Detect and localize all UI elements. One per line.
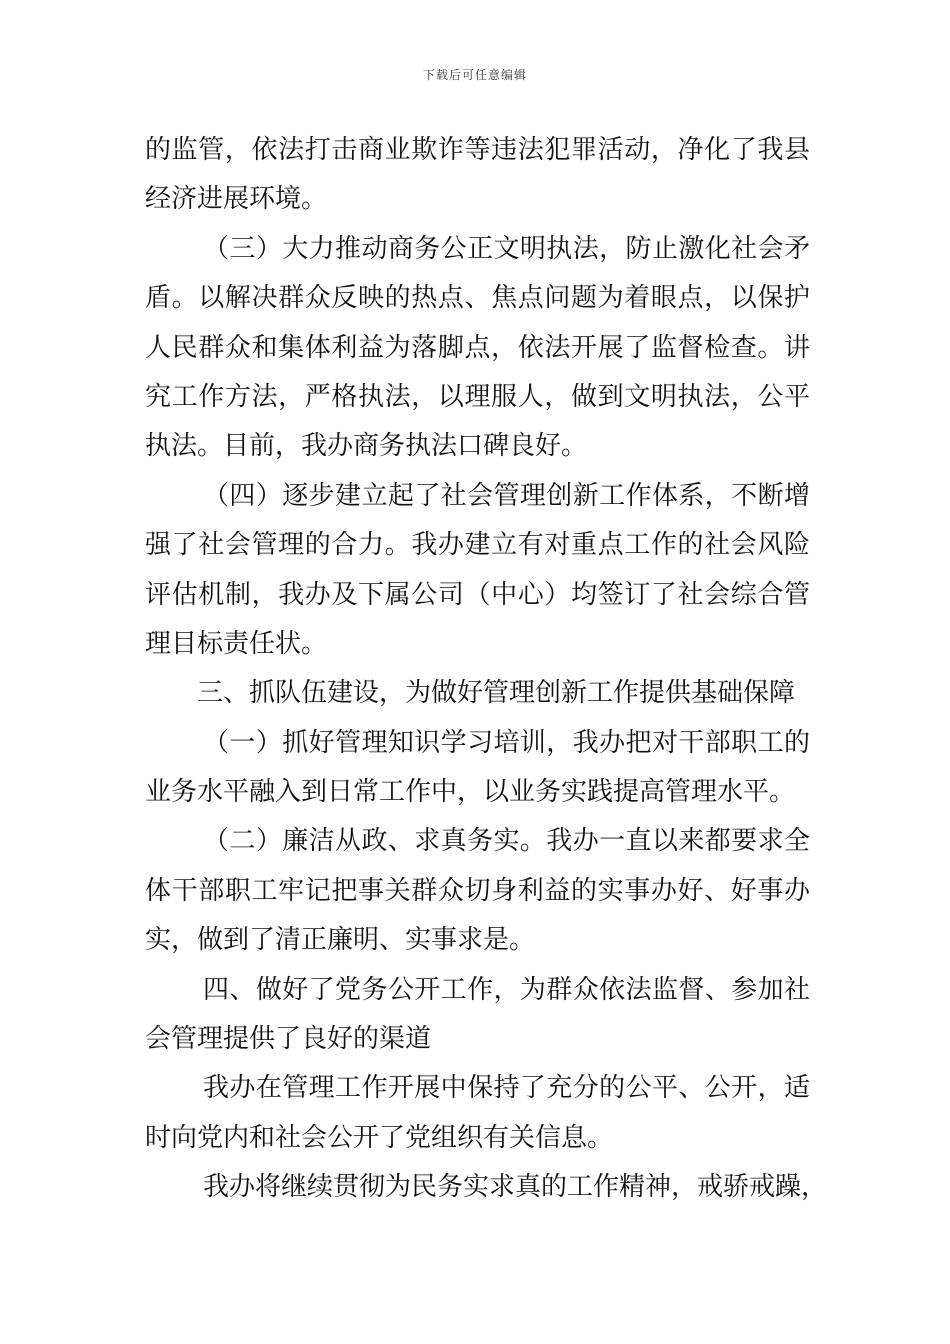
text-line: 时向党内和社会公开了党组织有关信息。: [145, 1122, 614, 1153]
document-body: [145, 126, 828, 1213]
text-line: 会管理提供了良好的渠道: [145, 1024, 432, 1055]
text-line: 评估机制，我办及下属公司（中心）均签订了社会综合管: [145, 579, 810, 610]
text-line: （二）廉洁从政、求真务实。我办一直以来都要求全: [203, 826, 810, 857]
text-line: 我办将继续贯彻为民务实求真的工作精神，戒骄戒躁，: [203, 1172, 828, 1203]
text-line: 人民群众和集体利益为落脚点，依法开展了监督检查。讲: [145, 332, 810, 363]
text-line: 业务水平融入到日常工作中，以业务实践提高管理水平。: [145, 777, 796, 808]
text-line: （四）逐步建立起了社会管理创新工作体系，不断增: [203, 480, 810, 511]
text-line: 经济进展环境。: [145, 184, 328, 215]
page-header-note: 下载后可任意编辑: [422, 68, 527, 82]
text-line: 实，做到了清正廉明、实事求是。: [145, 925, 536, 956]
text-line: 执法。目前，我办商务执法口碑良好。: [145, 431, 588, 462]
text-line: 盾。以解决群众反映的热点、焦点问题为着眼点，以保护: [145, 283, 810, 314]
text-line: 的监管，依法打击商业欺诈等违法犯罪活动，净化了我县: [145, 135, 810, 165]
text-line: 四、做好了党务公开工作，为群众依法监督、参加社: [203, 974, 810, 1005]
text-line: 强了社会管理的合力。我办建立有对重点工作的社会风险: [145, 530, 810, 561]
text-line: （三）大力推动商务公正文明执法，防止激化社会矛: [203, 233, 810, 264]
text-line: 三、抓队伍建设，为做好管理创新工作提供基础保障: [197, 678, 796, 709]
text-line: （一）抓好管理知识学习培训，我办把对干部职工的: [203, 727, 810, 758]
text-line: 体干部职工牢记把事关群众切身利益的实事办好、好事办: [145, 875, 810, 906]
text-line: 究工作方法，严格执法，以理服人，做到文明执法，公平: [145, 381, 810, 412]
text-line: 我办在管理工作开展中保持了充分的公平、公开，适: [203, 1073, 810, 1104]
text-line: 理目标责任状。: [145, 628, 328, 659]
